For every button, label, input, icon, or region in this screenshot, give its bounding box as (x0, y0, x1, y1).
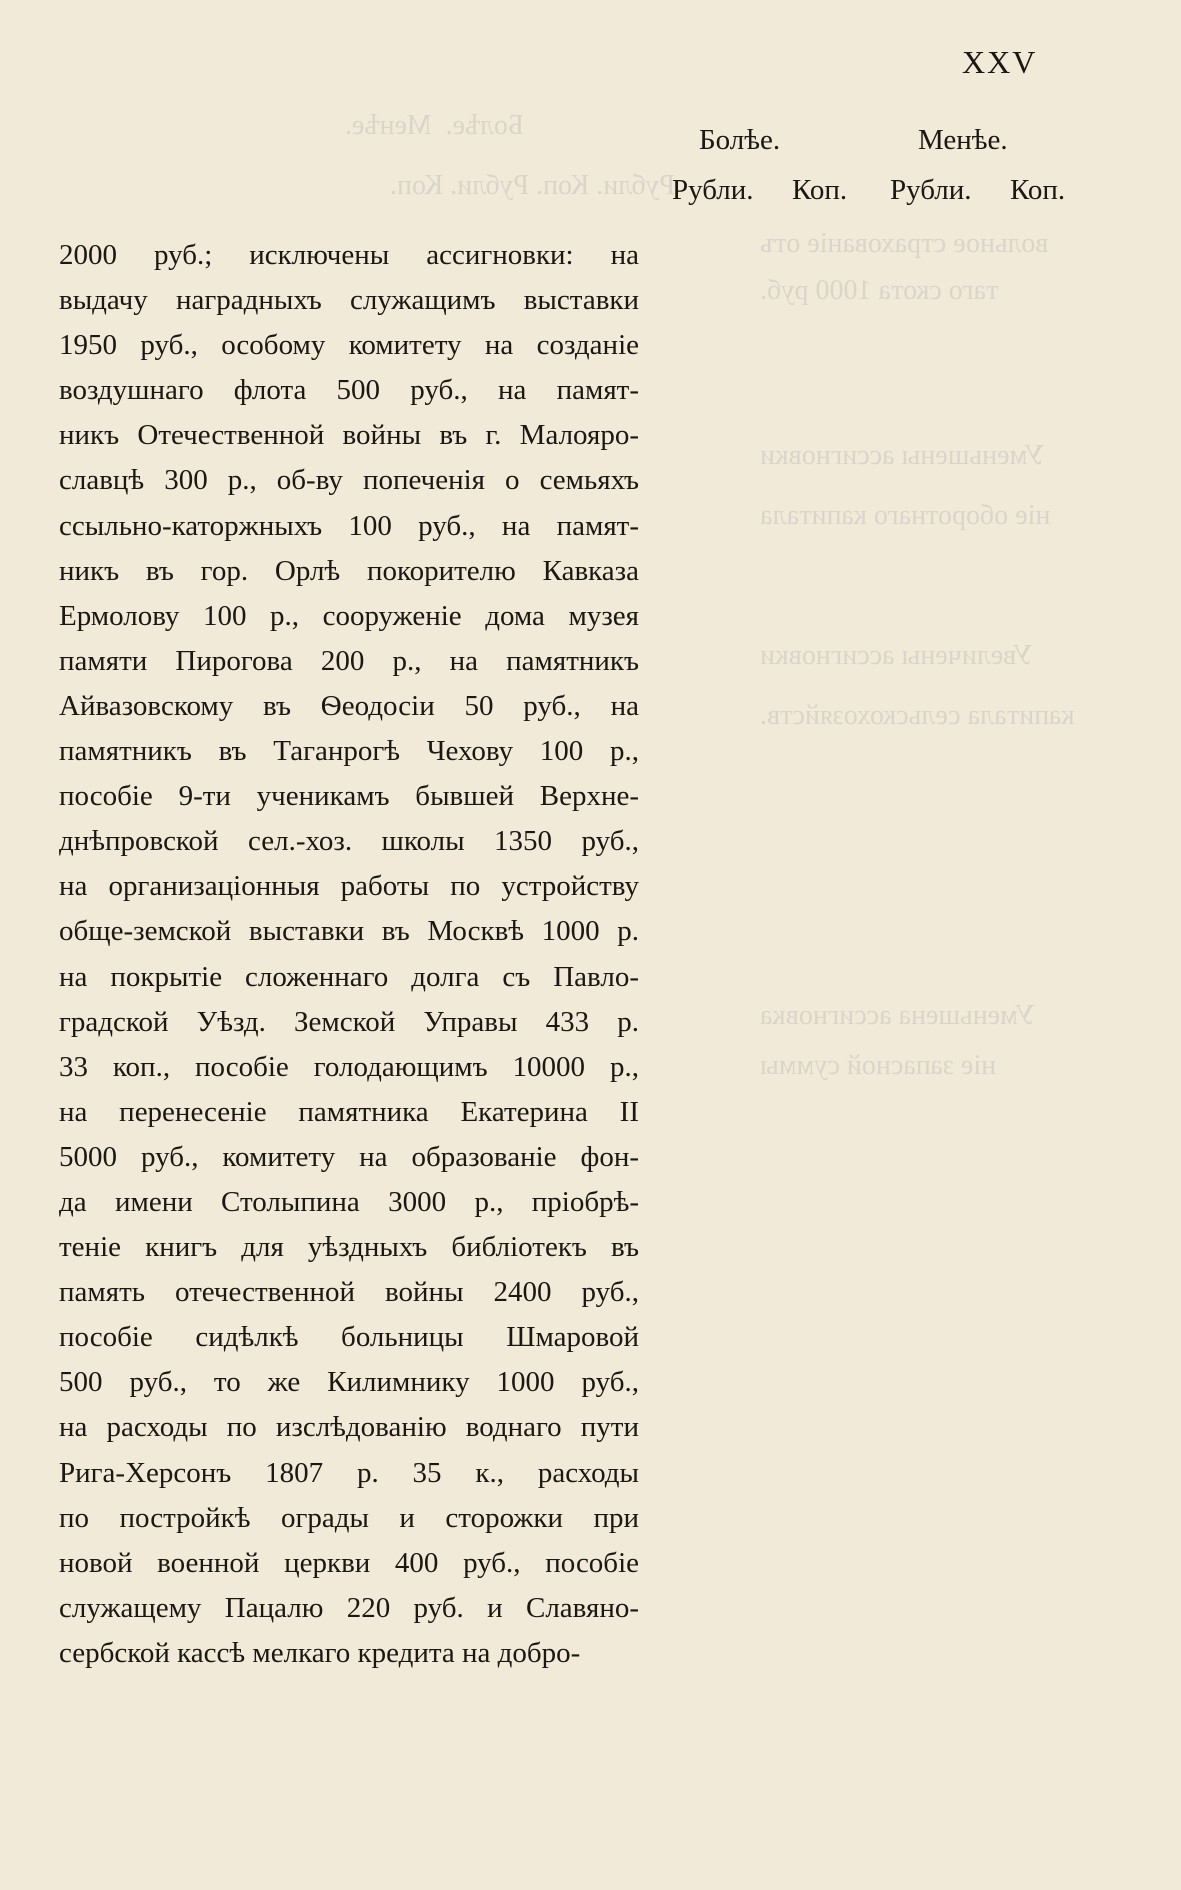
body-line: пособіе 9-ти ученикамъ бывшей Верхне- (59, 780, 639, 813)
body-line: никъ въ гор. Орлѣ покорителю Кавказа (59, 554, 639, 587)
body-line: выдачу наградныхъ служащимъ выставки (59, 284, 639, 317)
body-line: на организаціонныя работы по устройству (59, 870, 639, 903)
body-line: Айвазовскому въ Ѳеодосіи 50 руб., на (59, 689, 639, 722)
body-line: да имени Столыпина 3000 р., пріобрѣ- (59, 1185, 639, 1218)
column-header-more: Болѣе. (699, 124, 781, 156)
body-line: 2000 руб.; исключены ассигновки: на (59, 239, 639, 271)
body-line: ссыльно-каторжныхъ 100 руб., на памят- (59, 509, 639, 542)
body-line: обще-земской выставки въ Москвѣ 1000 р. (59, 915, 639, 948)
body-line: на перенесеніе памятника Екатерина II (59, 1095, 639, 1128)
body-line: сербской кассѣ мелкаго кредита на добро- (59, 1636, 581, 1669)
body-line: пособіе сидѣлкѣ больницы Шмаровой (59, 1321, 639, 1354)
body-line: памятникъ въ Таганрогѣ Чехову 100 р., (59, 735, 639, 768)
body-line: 500 руб., то же Килимнику 1000 руб., (59, 1366, 639, 1399)
body-line: память отечественной войны 2400 руб., (59, 1276, 639, 1309)
bleed-through-ghost: Уменьшены ассигновки (760, 440, 1045, 471)
body-line: днѣпровской сел.-хоз. школы 1350 руб., (59, 825, 639, 858)
bleed-through-ghost: капитала сельскохозяйств. (760, 700, 1075, 731)
column-header-more-rubles: Рубли. (672, 174, 754, 206)
column-header-more-kopecks: Коп. (792, 174, 848, 206)
body-line: 5000 руб., комитету на образованіе фон- (59, 1140, 639, 1173)
bleed-through-ghost: Рубли. Коп. Рубли. Коп. (390, 170, 675, 201)
column-header-less-rubles: Рубли. (890, 174, 972, 206)
bleed-through-ghost: Болѣе. Менѣе. (345, 110, 524, 141)
body-text (59, 233, 639, 1676)
body-line: градской Уѣзд. Земской Управы 433 р. (59, 1005, 639, 1038)
body-line: по постройкѣ ограды и сторожки при (59, 1501, 639, 1534)
column-header-less: Менѣе. (918, 124, 1008, 156)
body-line: 33 коп., пособіе голодающимъ 10000 р., (59, 1050, 639, 1083)
bleed-through-ghost: ніе запасной суммы (760, 1050, 997, 1081)
body-line: новой военной церкви 400 руб., пособіе (59, 1546, 639, 1579)
body-line: воздушнаго флота 500 руб., на памят- (59, 374, 639, 407)
body-line: на покрытіе сложеннаго долга съ Павло- (59, 960, 639, 993)
body-line: никъ Отечественной войны въ г. Малояро- (59, 419, 639, 452)
body-line: на расходы по изслѣдованію воднаго пути (59, 1411, 639, 1444)
body-line: служащему Пацалю 220 руб. и Славяно- (59, 1591, 639, 1624)
body-line: Рига-Херсонъ 1807 р. 35 к., расходы (59, 1456, 639, 1489)
bleed-through-ghost: ніе оборотнаго капитала (760, 500, 1051, 531)
body-line: Ермолову 100 р., сооруженіе дома музея (59, 599, 639, 632)
bleed-through-ghost: вольное страхованіе отъ (760, 228, 1049, 259)
body-line: теніе книгъ для уѣздныхъ библіотекъ въ (59, 1231, 639, 1264)
bleed-through-ghost: Увеличены ассигновки (760, 640, 1033, 671)
body-line: 1950 руб., особому комитету на созданіе (59, 329, 639, 362)
body-line: славцѣ 300 р., об-ву попеченія о семьяхъ (59, 464, 639, 497)
page-number: XXV (962, 44, 1038, 80)
bleed-through-ghost: Уменьшена ассигновка (760, 1000, 1036, 1031)
column-header-less-kopecks: Коп. (1010, 174, 1066, 206)
body-line: памяти Пирогова 200 р., на памятникъ (59, 644, 639, 677)
bleed-through-ghost: таго скота 1000 руб. (760, 275, 999, 306)
